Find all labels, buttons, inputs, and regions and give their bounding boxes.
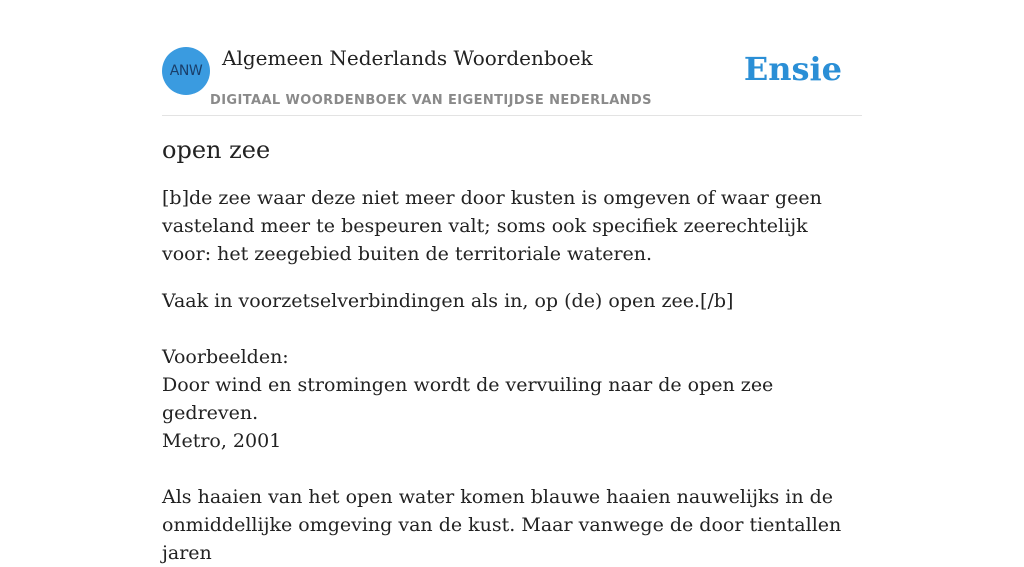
- example-sentence: Door wind en stromingen wordt de vervuiling naar de open zee gedreven.: [162, 374, 774, 424]
- entry-definition: [b]de zee waar deze niet meer door kusten is omgeven of waar geen vasteland meer te bespeuren valt; soms ook specifiek zeerechtelijk voor: het zeegebied buiten de territoriale wateren.: [162, 187, 822, 265]
- example-source: Metro, 2001: [162, 430, 282, 452]
- header-divider: [162, 115, 862, 116]
- site-title[interactable]: Algemeen Nederlands Woordenboek: [222, 46, 593, 70]
- example-sentence: Als haaien van het open water komen blauwe haaien nauwelijks in de onmiddellijke omgeving van de kust. Maar vanwege de door tientallen jaren: [162, 486, 842, 564]
- entry-term: open zee: [162, 136, 271, 164]
- blank-line: [162, 315, 852, 343]
- ensie-brand-link[interactable]: Ensie: [743, 50, 842, 88]
- site-header: [162, 40, 862, 116]
- blank-line: [162, 455, 852, 483]
- entry-usage: Vaak in voorzetselverbindingen als in, op (de) open zee.[/b]: [162, 290, 734, 312]
- entry-content: [162, 136, 852, 567]
- examples-label: Voorbeelden:: [162, 346, 289, 368]
- site-subtitle: DIGITAAL WOORDENBOEK VAN EIGENTIJDSE NEDERLANDS: [210, 93, 652, 108]
- anw-logo[interactable]: ANW: [162, 47, 210, 95]
